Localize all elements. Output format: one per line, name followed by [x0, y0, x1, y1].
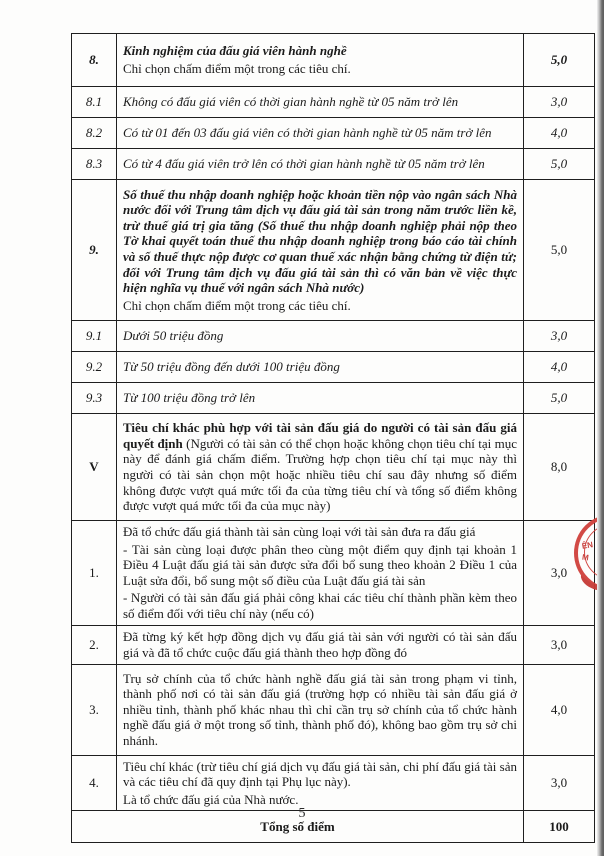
criteria-cell — [117, 180, 524, 321]
row-number: 8.3 — [72, 149, 117, 180]
criteria-cell — [117, 755, 524, 811]
criteria-cell: Từ 100 triệu đồng trở lên — [117, 383, 524, 414]
criteria-cell — [117, 414, 524, 521]
score-cell: 4,0 — [524, 352, 595, 383]
table-row-4 — [72, 755, 595, 811]
score-cell: 4,0 — [524, 118, 595, 149]
row-number: 3. — [72, 664, 117, 755]
table-row-2 — [72, 625, 595, 664]
table-row-9-2 — [72, 352, 595, 383]
criteria-paragraph: - Người có tài sản đấu giá phải công khai các tiêu chí thành phần kèm theo số điểm đối với tiêu chí này (nếu có) — [123, 590, 517, 621]
score-cell: 3,0 — [524, 321, 595, 352]
score-cell: 5,0 — [524, 383, 595, 414]
criteria-paragraph: Là tổ chức đấu giá của Nhà nước. — [123, 791, 299, 807]
table-row-8 — [72, 34, 595, 87]
criteria-cell: Từ 50 triệu đồng đến dưới 100 triệu đồng — [117, 352, 524, 383]
score-cell: 3,0 — [524, 755, 595, 811]
row-number: 4. — [72, 755, 117, 811]
scan-edge-shadow — [597, 0, 604, 856]
row-number: 8. — [72, 34, 117, 87]
score-cell: 5,0 — [524, 149, 595, 180]
row-number: 8.1 — [72, 87, 117, 118]
total-label: Tổng số điểm — [72, 811, 524, 843]
scoring-criteria-table — [71, 33, 595, 843]
criteria-cell — [117, 521, 524, 626]
page-number: 5 — [298, 806, 306, 821]
criteria-rest: (Người có tài sản có thể chọn hoặc không chọn tiêu chí tại mục này để đánh giá chấm điểm. Trường hợp chọn tiêu chí tại mục này thì người có tài sản chọn một hoặc nhiều tiêu chí sau đây nhưng số điểm không được vượt quá mức tối đa của từng tiêu chí và tổng số điểm không được vượt quá mức tối đa của mục này) — [123, 435, 517, 514]
row-number: V — [72, 414, 117, 521]
row-number: 1. — [72, 521, 117, 626]
criteria-cell: Có từ 4 đấu giá viên trở lên có thời gian hành nghề từ 05 năm trở lên — [117, 149, 524, 180]
criteria-note: Chỉ chọn chấm điểm một trong các tiêu chí. — [123, 61, 351, 76]
table-row-V — [72, 414, 595, 521]
criteria-paragraph: - Tài sản cùng loại được phân theo cùng một điểm quy định tại khoản 1 Điều 4 Luật đấu giá tài sản được sửa đổi bổ sung theo khoản 2 Điều 1 của Luật sửa đổi, bổ sung một số điều của Luật đấu giá tài sản — [123, 541, 517, 588]
row-number: 2. — [72, 625, 117, 664]
criteria-paragraph: Tiêu chí khác (trừ tiêu chí giá dịch vụ đấu giá tài sản, chi phí đấu giá tài sản và các tiêu chí đã quy định tại Phụ lục này). — [123, 758, 517, 790]
criteria-cell: Dưới 50 triệu đồng — [117, 321, 524, 352]
score-cell: 3,0 — [524, 625, 595, 664]
criteria-cell: Không có đấu giá viên có thời gian hành nghề từ 05 năm trở lên — [117, 87, 524, 118]
criteria-cell: Đã từng ký kết hợp đồng dịch vụ đấu giá tài sản với người có tài sản đấu giá và đã tổ chức cuộc đấu giá thành theo hợp đồng đó — [123, 628, 517, 660]
table-row-8-1 — [72, 87, 595, 118]
criteria-cell: Có từ 01 đến 03 đấu giá viên có thời gian hành nghề từ 05 năm trở lên — [117, 118, 524, 149]
row-number: 9. — [72, 180, 117, 321]
row-number: 9.3 — [72, 383, 117, 414]
row-number: 9.1 — [72, 321, 117, 352]
score-cell: 8,0 — [524, 414, 595, 521]
score-cell: 5,0 — [524, 180, 595, 321]
row-number: 9.2 — [72, 352, 117, 383]
row-number: 8.2 — [72, 118, 117, 149]
criteria-note: Chỉ chọn chấm điểm một trong các tiêu chí. — [123, 297, 351, 313]
score-cell: 3,0 — [524, 87, 595, 118]
criteria-cell — [117, 34, 524, 87]
table-row-8-2 — [72, 118, 595, 149]
criteria-cell: Trụ sở chính của tổ chức hành nghề đấu giá tài sản trong phạm vi tỉnh, thành phố nơi có tài sản đấu giá (trường hợp có nhiều tài sản đấu giá ở nhiều tỉnh, thành phố khác nhau thì chỉ cần trụ sở chính của tổ chức hành nghề đấu giá ở một trong số tỉnh, thành phố đó), không bao gồm trụ sở chi nhánh. — [123, 670, 517, 748]
criteria-lead: Tiêu chí khác phù hợp với tài sản đấu giá do người có tài sản đấu giá quyết định — [123, 420, 517, 451]
stamp-text-fragment: M — [581, 552, 590, 563]
criteria-body: Số thuế thu nhập doanh nghiệp hoặc khoản tiền nộp vào ngân sách Nhà nước đối với Trung tâm dịch vụ đấu giá tài sản trong năm trước liền kề, trừ thuế giá trị gia tăng (Số thuế thu nhập doanh nghiệp phải nộp theo Tờ khai quyết toán thuế thu nhập doanh nghiệp trong báo cáo tài chính và số thuế thực nộp được cơ quan thuế xác nhận bằng chứng từ điện tử; đối với Trung tâm dịch vụ đấu giá tài sản thì có văn bản về việc thực hiện nghĩa vụ thuế với ngân sách Nhà nước) — [123, 186, 517, 296]
score-cell: 4,0 — [524, 664, 595, 755]
score-cell: 5,0 — [524, 34, 595, 87]
table-row-9-3 — [72, 383, 595, 414]
table-row-9-1 — [72, 321, 595, 352]
table-row-3 — [72, 664, 595, 755]
table-row-9 — [72, 180, 595, 321]
table-row-1 — [72, 521, 595, 626]
total-score: 100 — [524, 811, 595, 843]
stamp-text-fragment: ÊN — [581, 540, 594, 551]
criteria-title: Kinh nghiệm của đấu giá viên hành nghề — [123, 43, 347, 59]
criteria-paragraph: Đã tổ chức đấu giá thành tài sản cùng loại với tài sản đưa ra đấu giá — [123, 524, 476, 539]
table-row-8-3 — [72, 149, 595, 180]
score-cell: 3,0 — [524, 521, 595, 626]
